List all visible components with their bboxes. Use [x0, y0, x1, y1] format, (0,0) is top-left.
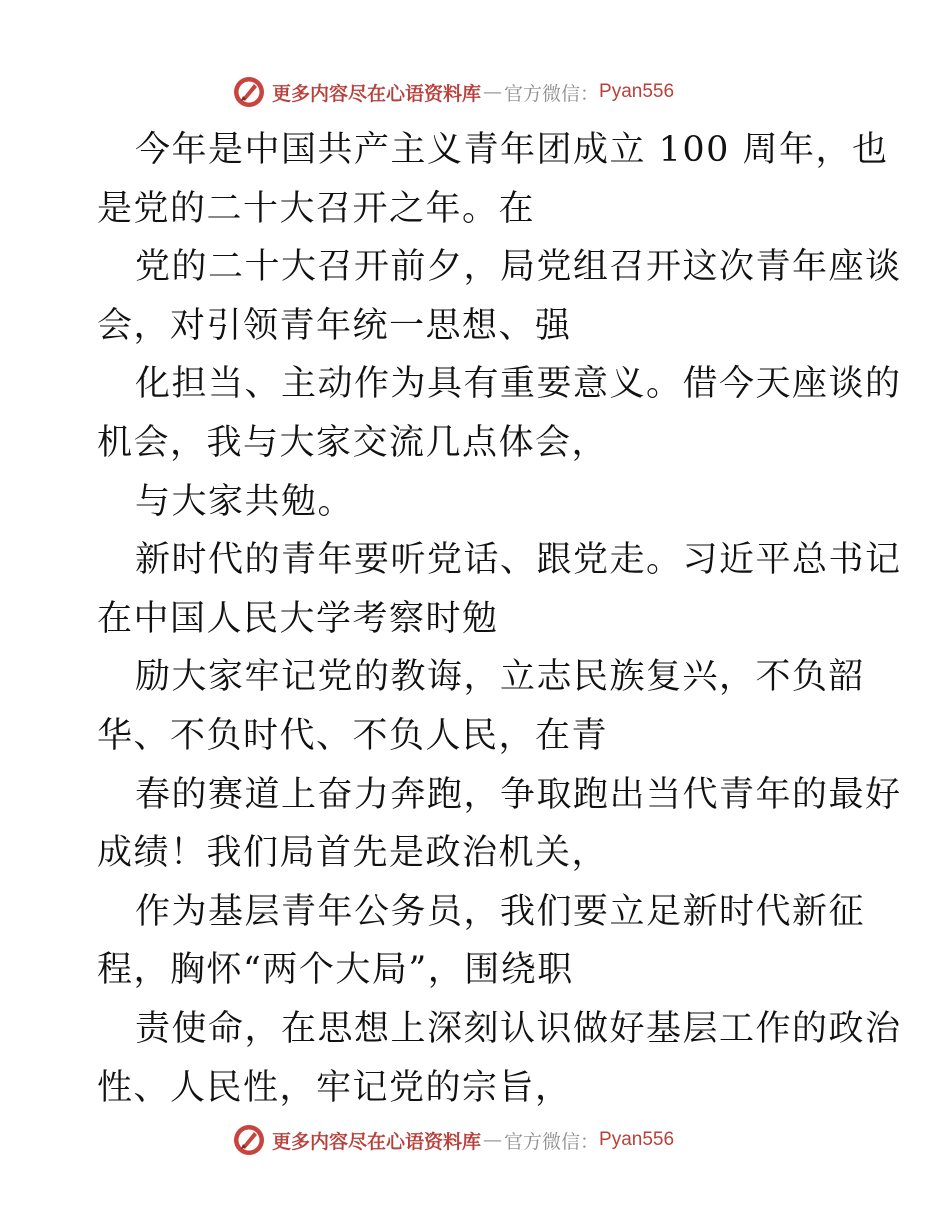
body-line: 党的二十大召开前夕，局党组召开这次青年座谈 — [135, 247, 902, 288]
footer-site-text: 更多内容尽在心语资料库 — [272, 1130, 482, 1153]
footer-banner — [232, 1120, 732, 1160]
body-line: 在中国人民大学考察时勉 — [97, 598, 499, 639]
footer-separator: — — [483, 1129, 503, 1151]
body-line: 与大家共勉。 — [135, 481, 355, 522]
footer-wechat-id: Pyan556 — [599, 1129, 675, 1150]
body-line: 作为基层青年公务员，我们要立足新时代新征 — [135, 891, 866, 932]
body-line: 华、不负时代、不负人民，在青 — [97, 715, 609, 756]
body-line: 程，胸怀“两个大局”，围绕职 — [97, 950, 574, 991]
header-official-label: 官方微信： — [504, 82, 600, 105]
body-line: 新时代的青年要听党话、跟党走。习近平总书记 — [135, 540, 902, 581]
body-line: 是党的二十大召开之年。在 — [97, 188, 536, 229]
body-line: 春的赛道上奋力奔跑，争取跑出当代青年的最好 — [135, 774, 902, 815]
red-circle-seal-icon — [232, 75, 266, 109]
body-line: 今年是中国共产主义青年团成立 100 周年，也 — [135, 130, 889, 170]
body-line: 会，对引领青年统一思想、强 — [97, 305, 572, 346]
body-line: 化担当、主动作为具有重要意义。借今天座谈的 — [135, 364, 902, 405]
body-line: 成绩！我们局首先是政治机关， — [97, 833, 609, 874]
header-banner — [232, 72, 732, 112]
body-line: 性、人民性，牢记党的宗旨， — [97, 1067, 572, 1108]
header-wechat-id: Pyan556 — [599, 81, 675, 102]
header-separator: — — [483, 81, 503, 103]
header-site-text: 更多内容尽在心语资料库 — [272, 82, 482, 105]
footer-official-label: 官方微信： — [504, 1130, 600, 1153]
body-line: 励大家牢记党的教诲，立志民族复兴，不负韶 — [135, 657, 866, 698]
body-line: 责使命，在思想上深刻认识做好基层工作的政治 — [135, 1008, 902, 1049]
document-body — [97, 121, 902, 1117]
body-line: 机会，我与大家交流几点体会， — [97, 422, 609, 463]
red-circle-seal-icon — [232, 1123, 266, 1157]
